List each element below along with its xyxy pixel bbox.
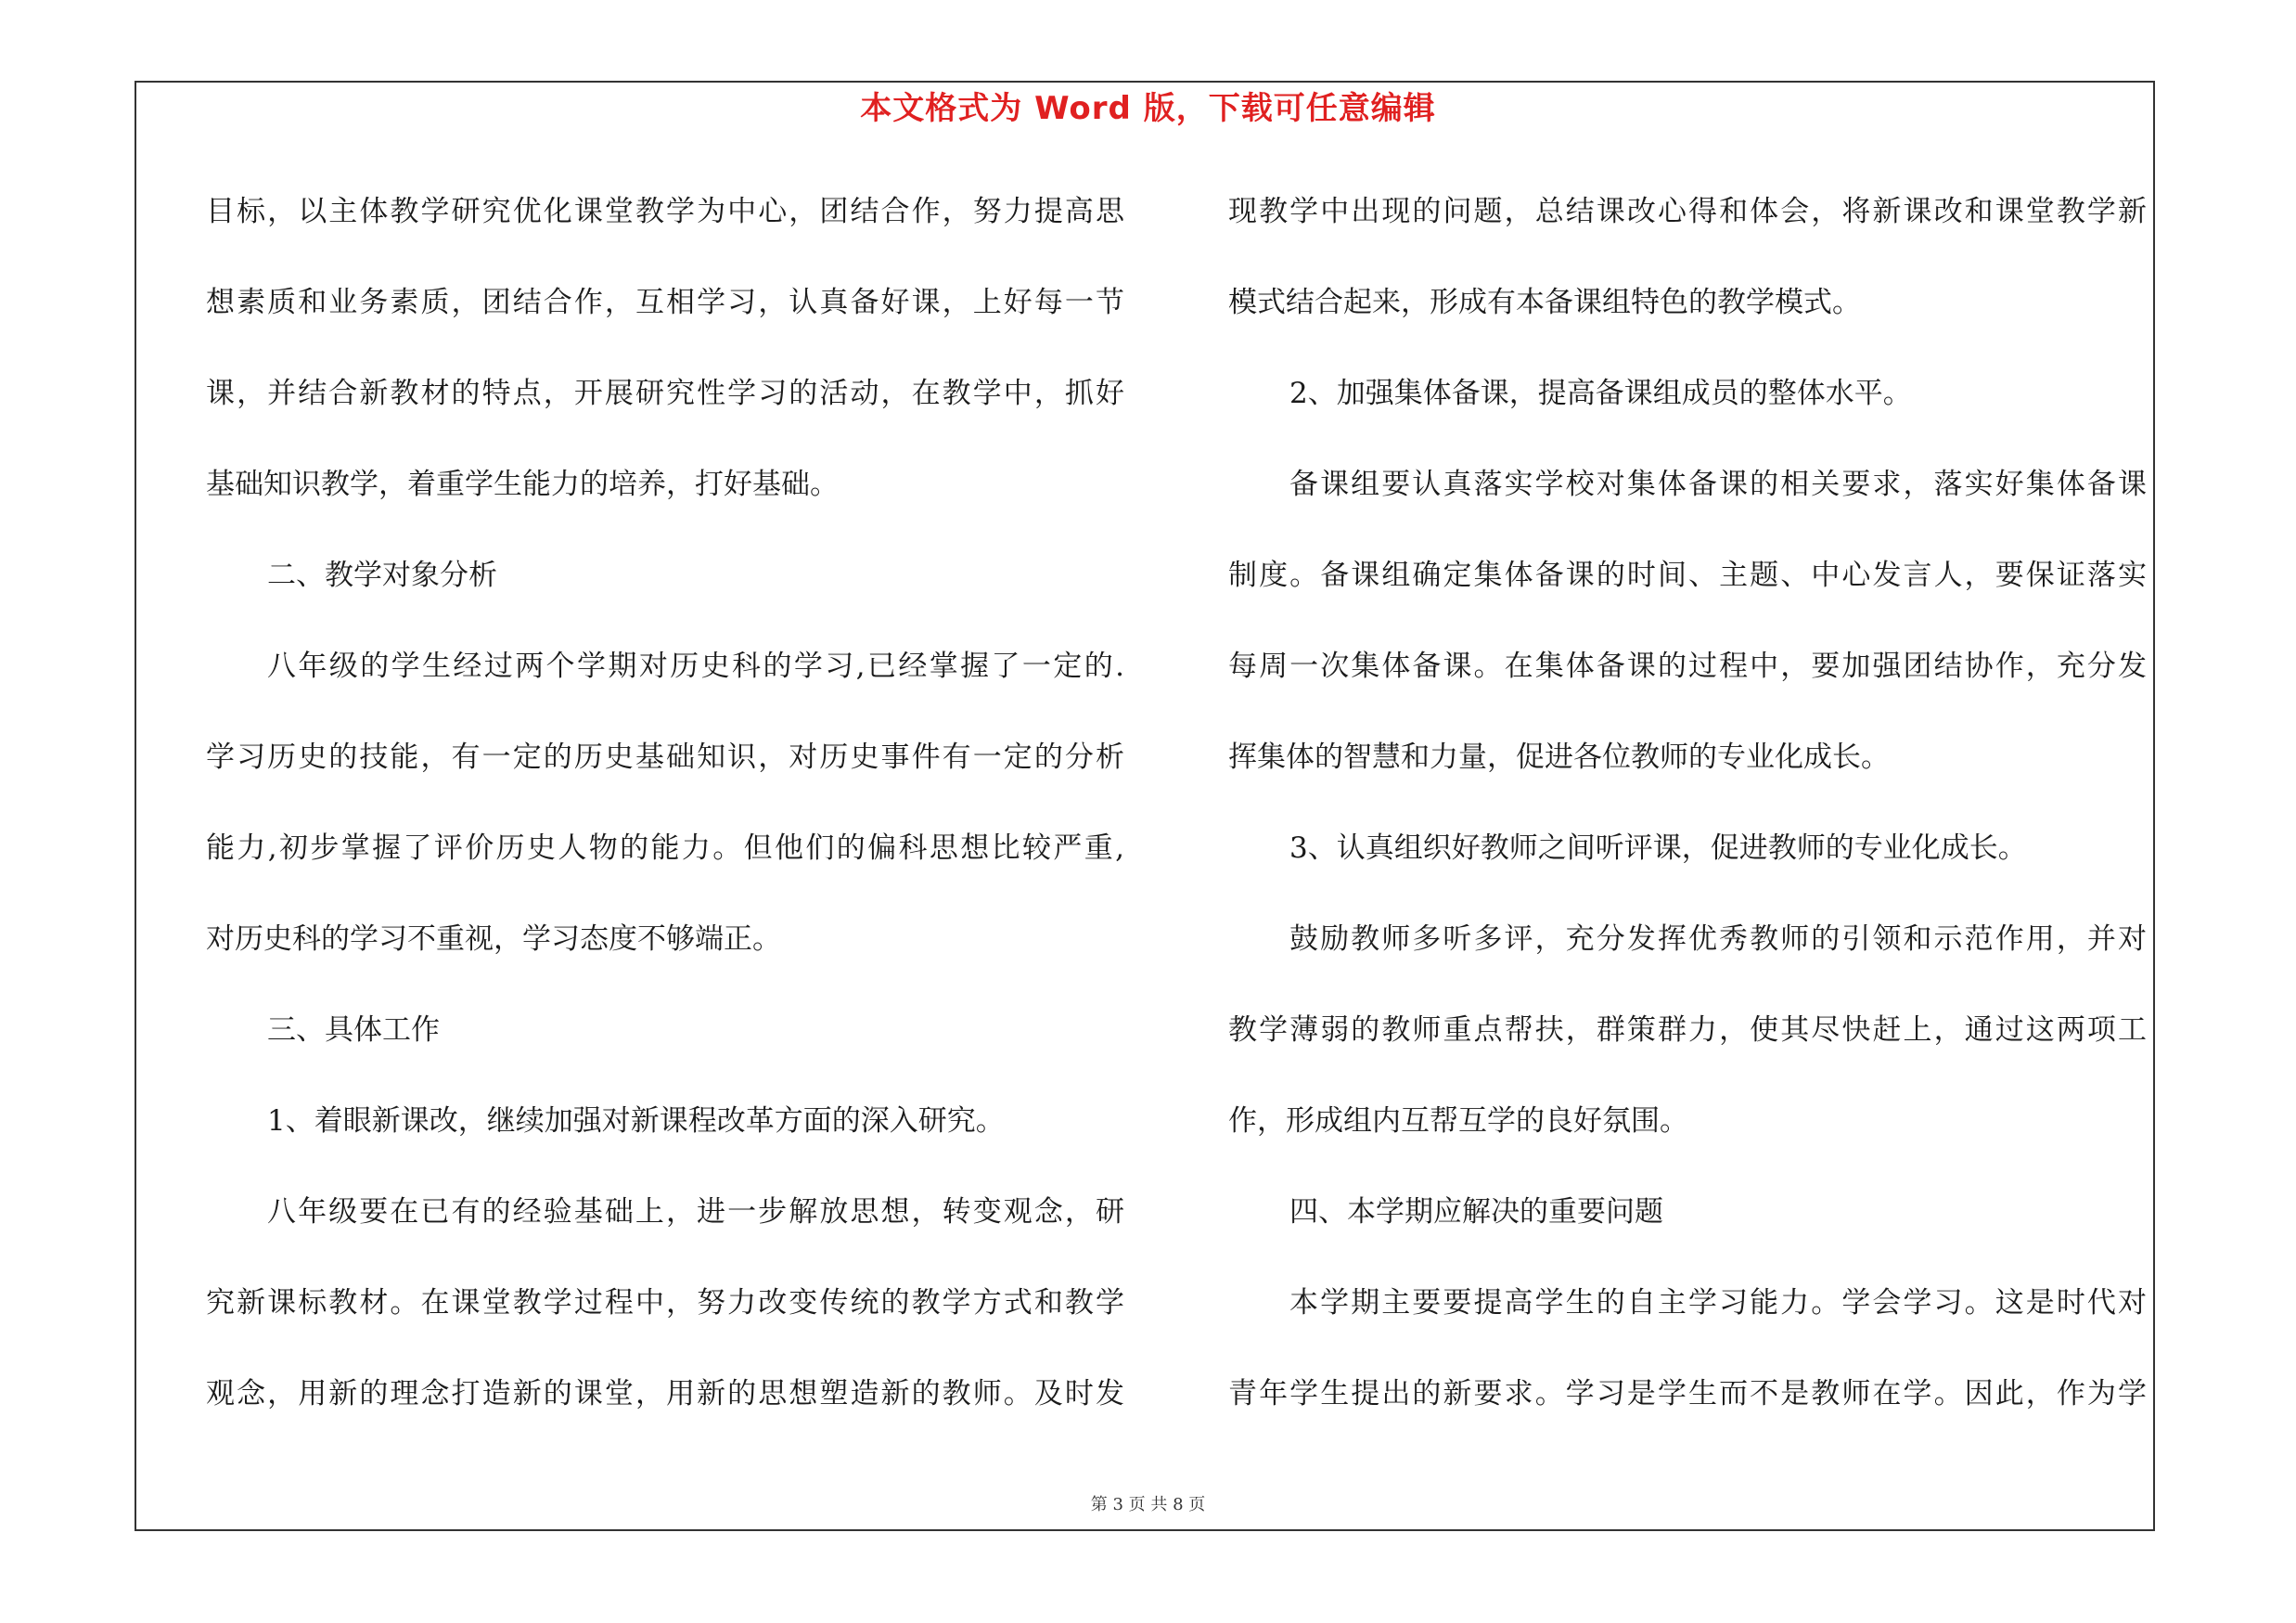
word-format-banner: 本文格式为 Word 版，下载可任意编辑 bbox=[860, 90, 1436, 127]
text-line: 备课组要认真落实学校对集体备课的相关要求，落实好集体备课 bbox=[1289, 468, 2147, 501]
text-line: 模式结合起来，形成有本备课组特色的教学模式。 bbox=[1228, 286, 1861, 319]
text-line: 挥集体的智慧和力量，促进各位教师的专业化成长。 bbox=[1228, 741, 1890, 774]
text-line: 究新课标教材。在课堂教学过程中，努力改变传统的教学方式和教学 bbox=[206, 1286, 1124, 1320]
text-line: 基础知识教学，着重学生能力的培养，打好基础。 bbox=[206, 468, 839, 501]
subsection-heading: 2、加强集体备课，提高备课组成员的整体水平。 bbox=[1289, 377, 1912, 410]
text-line: 八年级的学生经过两个学期对历史科的学习,已经掌握了一定的. bbox=[267, 650, 1124, 683]
text-line: 青年学生提出的新要求。学习是学生而不是教师在学。因此，作为学 bbox=[1228, 1377, 2147, 1410]
text-line: 教学薄弱的教师重点帮扶，群策群力，使其尽快赶上，通过这两项工 bbox=[1228, 1013, 2147, 1047]
right-text-column bbox=[1228, 184, 2147, 1457]
text-line: 目标，以主体教学研究优化课堂教学为中心，团结合作，努力提高思 bbox=[206, 195, 1124, 228]
text-line: 八年级要在已有的经验基础上，进一步解放思想，转变观念，研 bbox=[267, 1195, 1124, 1229]
subsection-heading: 3、认真组织好教师之间听评课，促进教师的专业化成长。 bbox=[1289, 831, 2027, 865]
page-number: 第 3 页 共 8 页 bbox=[1090, 1495, 1206, 1514]
text-line: 鼓励教师多听多评，充分发挥优秀教师的引领和示范作用，并对 bbox=[1289, 922, 2147, 956]
text-line: 现教学中出现的问题，总结课改心得和体会，将新课改和课堂教学新 bbox=[1228, 195, 2147, 228]
text-line: 学习历史的技能，有一定的历史基础知识，对历史事件有一定的分析 bbox=[206, 741, 1124, 774]
text-line: 本学期主要要提高学生的自主学习能力。学会学习。这是时代对 bbox=[1289, 1286, 2147, 1320]
text-line: 作，形成组内互帮互学的良好氛围。 bbox=[1228, 1104, 1688, 1138]
text-line: 制度。备课组确定集体备课的时间、主题、中心发言人，要保证落实 bbox=[1228, 559, 2147, 592]
text-line: 课，并结合新教材的特点，开展研究性学习的活动，在教学中，抓好 bbox=[206, 377, 1124, 410]
left-text-column bbox=[206, 184, 1124, 1457]
text-line: 观念，用新的理念打造新的课堂，用新的思想塑造新的教师。及时发 bbox=[206, 1377, 1124, 1410]
text-line: 每周一次集体备课。在集体备课的过程中，要加强团结协作，充分发 bbox=[1228, 650, 2147, 683]
section-heading: 三、具体工作 bbox=[267, 1013, 440, 1047]
subsection-heading: 1、着眼新课改，继续加强对新课程改革方面的深入研究。 bbox=[267, 1104, 1005, 1138]
text-line: 对历史科的学习不重视，学习态度不够端正。 bbox=[206, 922, 781, 956]
text-line: 能力,初步掌握了评价历史人物的能力。但他们的偏科思想比较严重, bbox=[206, 831, 1124, 865]
section-heading: 四、本学期应解决的重要问题 bbox=[1289, 1195, 1663, 1229]
section-heading: 二、教学对象分析 bbox=[267, 559, 497, 592]
text-line: 想素质和业务素质，团结合作，互相学习，认真备好课，上好每一节 bbox=[206, 286, 1124, 319]
